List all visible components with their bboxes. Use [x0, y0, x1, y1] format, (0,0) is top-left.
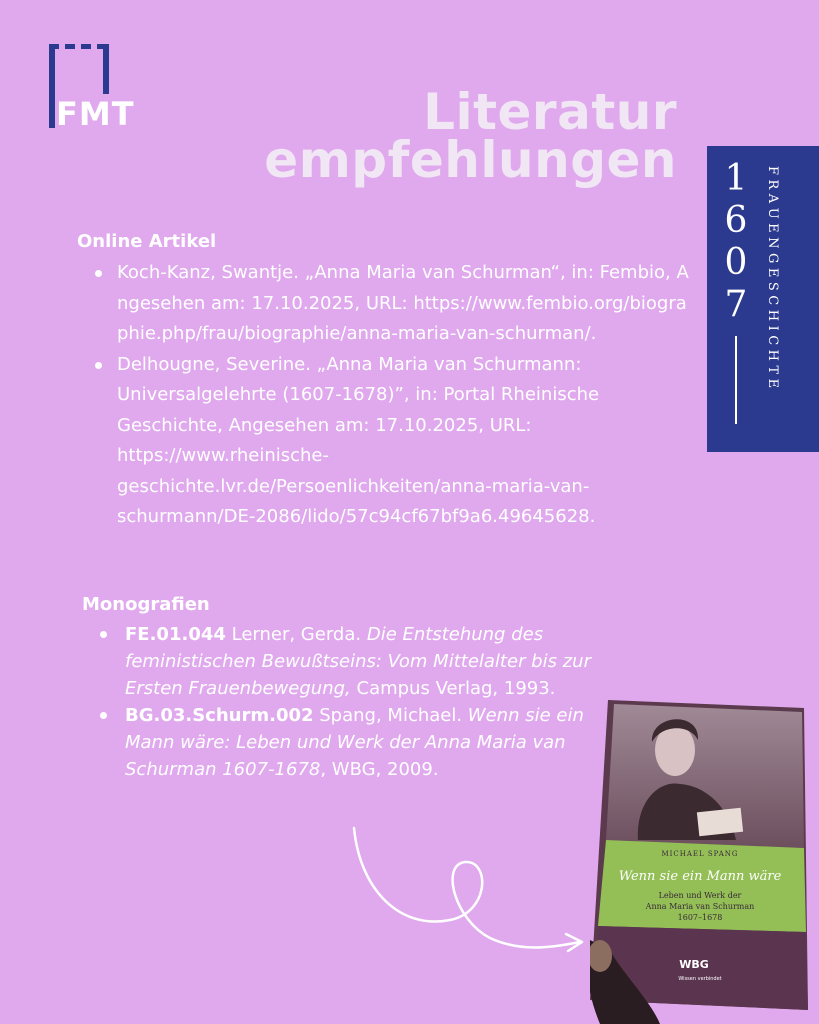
online-articles-heading: Online Artikel	[77, 231, 217, 252]
book-subtitle-1: Leben und Werk der	[658, 891, 742, 900]
book-author: MICHAEL SPANG	[661, 850, 739, 858]
list-item	[78, 258, 693, 350]
year-digits	[721, 158, 751, 326]
year-divider-line	[735, 336, 737, 424]
online-articles-list	[78, 258, 693, 533]
curved-arrow-icon	[340, 820, 600, 960]
list-item	[82, 621, 595, 702]
fmt-logo-text: FMT	[56, 95, 135, 133]
list-item	[78, 350, 677, 533]
online-article-text: Delhougne, Severine. „Anna Maria van Schurmann: Universalgelehrte (1607-1678)”, in: Portal Rheinische Geschichte, Angesehen am: 17.10.2025, URL: https://www.rheinische-geschichte.lvr.de/Persoenlichkeiten/anna-maria-van-schurmann/DE-2086/lido/57c94cf67bf9a6.49645628.	[117, 353, 600, 527]
shelf-code: FE.01.044	[125, 624, 226, 645]
monographs-list	[82, 621, 602, 783]
year-digit: 6	[724, 200, 748, 241]
frauengeschichte-label: FRAUENGESCHICHTE	[765, 166, 780, 393]
list-item	[82, 702, 600, 783]
bullet-icon	[95, 270, 102, 277]
year-digit: 0	[724, 242, 748, 283]
year-sidebar	[707, 146, 819, 452]
page-title	[264, 83, 677, 189]
bullet-icon	[95, 362, 102, 369]
monograph-title: Wenn sie ein Mann wäre: Leben und Werk der Anna Maria van Schurman 1607-1678	[125, 705, 584, 780]
bullet-icon	[100, 631, 107, 638]
title-line-1: Literatur	[423, 83, 677, 141]
monograph-publisher: Campus Verlag, 1993.	[350, 678, 556, 699]
monograph-author: Spang, Michael.	[313, 705, 468, 726]
book-years: 1607–1678	[677, 913, 723, 922]
book-cover-photo	[590, 700, 819, 1024]
online-article-text: Koch-Kanz, Swantje. „Anna Maria van Schurman“, in: Fembio, Angesehen am: 17.10.2025, URL: https://www.fembio.org/biographie.php/frau/biographie/anna-maria-van-schurman/.	[117, 262, 689, 344]
publisher-tagline: Wissen verbindet	[678, 976, 722, 982]
year-digit: 7	[724, 284, 748, 325]
book-title: Wenn sie ein Mann wäre	[618, 869, 782, 884]
bullet-icon	[100, 712, 107, 719]
book-subtitle-2: Anna Maria van Schurman	[645, 902, 755, 911]
publisher-logo: WBG	[679, 958, 709, 971]
monograph-publisher: , WBG, 2009.	[320, 759, 439, 780]
monographs-heading: Monografien	[82, 594, 210, 615]
monograph-author: Lerner, Gerda.	[225, 624, 367, 645]
year-digit: 1	[724, 158, 748, 199]
title-line-2: empfehlungen	[264, 131, 677, 189]
shelf-code: BG.03.Schurm.002	[125, 705, 314, 726]
monograph-title: Die Entstehung des feministischen Bewußtseins: Vom Mittelalter bis zur Ersten Frauenbewegung,	[125, 624, 591, 699]
